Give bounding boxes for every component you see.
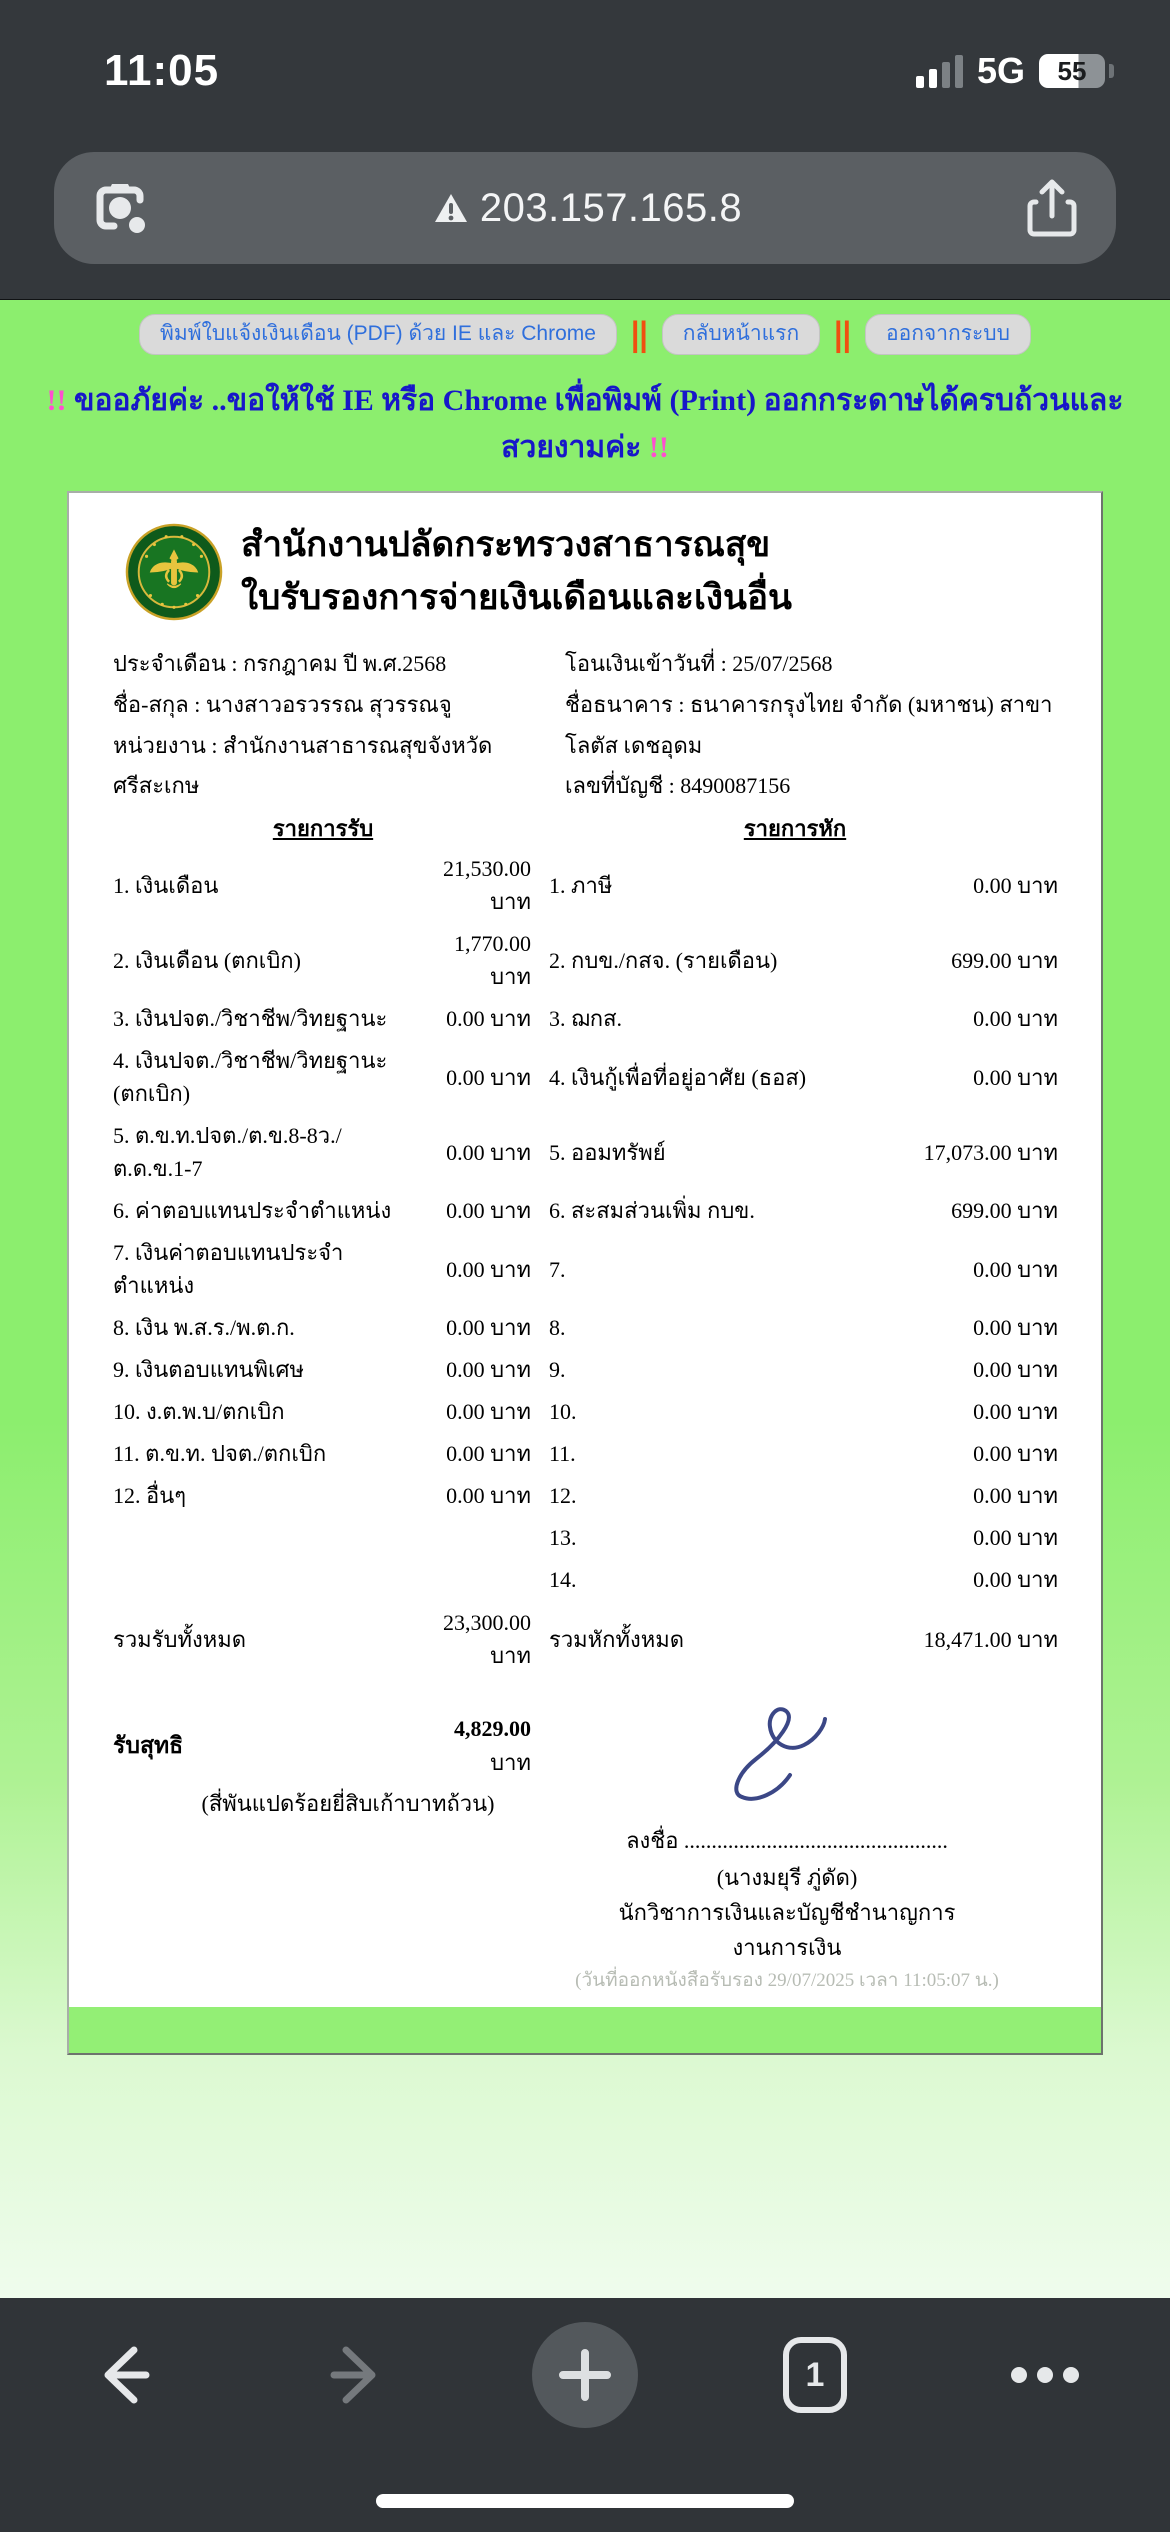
deduction-item-label: 2. กบข./กสจ. (รายเดือน) — [549, 947, 778, 973]
deduction-item-amount: 0.00 บาท — [973, 1483, 1058, 1509]
payslip-row — [113, 1606, 1057, 1672]
deduction-item-amount: 699.00 บาท — [951, 1198, 1058, 1224]
payslip-row — [113, 1521, 1057, 1554]
signal-strength-icon — [916, 54, 963, 88]
income-item-amount: 0.00 บาท — [446, 1139, 531, 1165]
net-pay-in-words: (สี่พันแปดร้อยยี่สิบเก้าบาทถ้วน) — [201, 1791, 495, 1817]
payslip-row — [113, 1002, 1057, 1035]
deduction-item-amount: 0.00 บาท — [973, 1315, 1058, 1341]
deduction-item-label: รวมหักทั้งหมด — [549, 1626, 685, 1652]
income-item-amount: 0.00 บาท — [446, 1399, 531, 1425]
separator-pipes: || — [834, 315, 851, 354]
payslip-row — [113, 927, 1057, 993]
deduction-item-amount: 0.00 บาท — [973, 872, 1058, 898]
deduction-item-amount: 0.00 บาท — [973, 1357, 1058, 1383]
new-tab-icon — [555, 2345, 615, 2405]
document-title: ใบรับรองการจ่ายเงินเดือนและเงินอื่น — [241, 577, 792, 617]
signer-position: นักวิชาการเงินและบัญชีชำนาญการ — [618, 1899, 956, 1925]
print-payslip-button[interactable]: พิมพ์ใบแจ้งเงินเดือน (PDF) ด้วย IE และ Chrome — [139, 314, 617, 355]
browser-bottom-toolbar — [0, 2298, 1170, 2532]
income-item-label: 3. เงินปจต./วิชาชีพ/วิทยฐานะ — [113, 1006, 388, 1032]
deduction-item-amount: 0.00 บาท — [973, 1256, 1058, 1282]
status-bar — [0, 36, 1170, 106]
battery-icon: 55 — [1039, 54, 1105, 88]
income-item-amount: 0.00 บาท — [446, 1198, 531, 1224]
deduction-item-amount: 17,073.00 บาท — [923, 1139, 1058, 1165]
tab-count: 1 — [805, 2355, 825, 2394]
deduction-item-amount: 0.00 บาท — [973, 1525, 1058, 1551]
payslip-row — [113, 1044, 1057, 1110]
home-indicator[interactable] — [376, 2494, 794, 2508]
account-line: เลขที่บัญชี : 8490087156 — [565, 773, 791, 799]
income-item-label: 8. เงิน พ.ส.ร./พ.ต.ก. — [113, 1315, 295, 1341]
deduction-item-amount: 699.00 บาท — [951, 947, 1058, 973]
deduction-item-amount: 0.00 บาท — [973, 1006, 1058, 1032]
unit-line: หน่วยงาน : สำนักงานสาธารณสุขจังหวัดศรีสะเกษ — [113, 732, 493, 799]
forward-icon — [318, 2338, 392, 2412]
page-button-row — [0, 300, 1170, 355]
signer-name: (นางมยุรี ภู่ดัด) — [716, 1864, 858, 1890]
url-text[interactable]: 203.157.165.8 — [479, 185, 743, 230]
deduction-item-label: 4. เงินกู้เพื่อที่อยู่อาศัย (ธอส) — [549, 1064, 807, 1090]
deduction-item-label: 6. สะสมส่วนเพิ่ม กบข. — [549, 1198, 755, 1224]
transfer-date-line: โอนเงินเข้าวันที่ : 25/07/2568 — [565, 651, 833, 677]
income-item-amount: 0.00 บาท — [446, 1441, 531, 1467]
payslip-row — [113, 1353, 1057, 1386]
logout-button[interactable]: ออกจากระบบ — [865, 314, 1031, 355]
payslip-row — [113, 1194, 1057, 1227]
income-item-label: 1. เงินเดือน — [113, 872, 219, 898]
employee-info — [113, 644, 1057, 807]
payslip-row — [113, 852, 1057, 918]
payslip-row — [113, 1437, 1057, 1470]
org-name: สำนักงานปลัดกระทรวงสาธารณสุข — [241, 525, 771, 565]
forward-button[interactable] — [300, 2320, 410, 2430]
deduction-item-label: 1. ภาษี — [549, 872, 613, 898]
net-pay-value: 4,829.00 บาท — [454, 1716, 531, 1776]
new-tab-button[interactable] — [530, 2320, 640, 2430]
payslip-row — [113, 1311, 1057, 1344]
home-button[interactable]: กลับหน้าแรก — [662, 314, 820, 355]
deduction-item-label: 10. — [549, 1399, 577, 1425]
tabs-icon — [783, 2337, 847, 2413]
payslip-row — [113, 1479, 1057, 1512]
battery-nub — [1109, 64, 1114, 78]
menu-button[interactable] — [990, 2320, 1100, 2430]
deduction-item-label: 13. — [549, 1525, 577, 1551]
payslip-row — [113, 1236, 1057, 1302]
not-secure-warning-icon — [434, 193, 468, 223]
payslip-row — [113, 1119, 1057, 1185]
period-line: ประจำเดือน : กรกฎาคม ปี พ.ศ.2568 — [113, 651, 447, 677]
signature-block — [537, 1701, 1037, 1997]
tab-switcher-button[interactable] — [760, 2320, 870, 2430]
clock: 11:05 — [104, 46, 220, 95]
separator-pipes: || — [630, 315, 648, 354]
signer-division: งานการเงิน — [732, 1935, 842, 1960]
payslip-row — [113, 1563, 1057, 1596]
network-type-label: 5G — [976, 50, 1025, 91]
payslip-row — [113, 1395, 1057, 1428]
back-button[interactable] — [70, 2320, 180, 2430]
income-item-label: 9. เงินตอบแทนพิเศษ — [113, 1357, 304, 1383]
lens-camera-icon[interactable] — [90, 178, 150, 238]
income-item-amount: 0.00 บาท — [446, 1315, 531, 1341]
card-bottom-strip — [69, 2007, 1101, 2053]
document-header — [125, 519, 1057, 624]
deduction-item-label: 14. — [549, 1567, 577, 1593]
income-column-header: รายการรับ — [272, 816, 374, 842]
deduction-item-label: 5. ออมทรัพย์ — [549, 1139, 666, 1165]
income-item-label: รวมรับทั้งหมด — [113, 1626, 246, 1652]
menu-icon — [1011, 2367, 1079, 2383]
payslip-rows — [113, 852, 1057, 1672]
income-item-label: 12. อื่นๆ — [113, 1483, 187, 1509]
deduction-item-label: 8. — [549, 1315, 566, 1341]
income-item-amount: 1,770.00 บาท — [454, 931, 531, 990]
deduction-item-amount: 0.00 บาท — [973, 1064, 1058, 1090]
deduction-item-amount: 18,471.00 บาท — [923, 1626, 1058, 1652]
net-pay-label: รับสุทธิ — [113, 1733, 184, 1759]
deduction-item-label: 3. ฌกส. — [549, 1006, 623, 1032]
share-icon[interactable] — [1026, 178, 1078, 238]
deduction-item-amount: 0.00 บาท — [973, 1399, 1058, 1425]
bank-line: ชื่อธนาคาร : ธนาคารกรุงไทย จำกัด (มหาชน) สาขาโลตัส เดชอุดม — [565, 691, 1053, 758]
income-item-amount: 0.00 บาท — [446, 1357, 531, 1383]
income-item-amount: 23,300.00 บาท — [443, 1610, 531, 1669]
income-item-amount: 21,530.00 บาท — [443, 856, 531, 915]
address-bar[interactable] — [54, 152, 1116, 264]
deduction-item-label: 9. — [549, 1357, 566, 1383]
deduction-item-label: 7. — [549, 1256, 566, 1282]
deduction-item-label: 12. — [549, 1483, 577, 1509]
income-item-amount: 0.00 บาท — [446, 1256, 531, 1282]
sign-here-line: ลงชื่อ ................................................ — [626, 1828, 948, 1854]
name-line: ชื่อ-สกุล : นางสาวอรวรรณ สุวรรณจู — [113, 691, 452, 717]
income-item-amount: 0.00 บาท — [446, 1006, 531, 1032]
webpage-viewport — [0, 300, 1170, 2298]
browser-top-chrome — [0, 0, 1170, 300]
income-item-label: 2. เงินเดือน (ตกเบิก) — [113, 947, 301, 973]
income-item-label: 5. ต.ข.ท.ปจต./ต.ข.8-8ว./ต.ด.ข.1-7 — [113, 1123, 342, 1182]
browser-warning-message: !! ขออภัยค่ะ ..ขอให้ใช้ IE หรือ Chrome เพื่อพิมพ์ (Print) ออกกระดาษได้ครบถ้วนและสวยงามค่ะ !! — [46, 384, 1124, 465]
income-item-label: 7. เงินค่าตอบแทนประจำตำแหน่ง — [113, 1240, 344, 1299]
income-item-label: 4. เงินปจต./วิชาชีพ/วิทยฐานะ (ตกเบิก) — [113, 1048, 388, 1107]
deduction-item-amount: 0.00 บาท — [973, 1567, 1058, 1593]
issue-timestamp: (วันที่ออกหนังสือรับรอง 29/07/2025 เวลา 11:05:07 น.) — [575, 1970, 999, 1992]
income-item-label: 10. ง.ต.พ.บ/ตกเบิก — [113, 1399, 285, 1425]
ministry-of-public-health-seal-icon — [125, 523, 223, 621]
income-item-amount: 0.00 บาท — [446, 1483, 531, 1509]
income-item-label: 6. ค่าตอบแทนประจำตำแหน่ง — [113, 1198, 392, 1224]
back-icon — [88, 2338, 162, 2412]
income-item-label: 11. ต.ข.ท. ปจต./ตกเบิก — [113, 1441, 327, 1467]
handwritten-signature — [712, 1701, 862, 1811]
deduction-column-header: รายการหัก — [743, 816, 847, 842]
deduction-item-label: 11. — [549, 1441, 576, 1467]
deduction-item-amount: 0.00 บาท — [973, 1441, 1058, 1467]
income-item-amount: 0.00 บาท — [446, 1064, 531, 1090]
payslip-document — [67, 491, 1103, 2055]
